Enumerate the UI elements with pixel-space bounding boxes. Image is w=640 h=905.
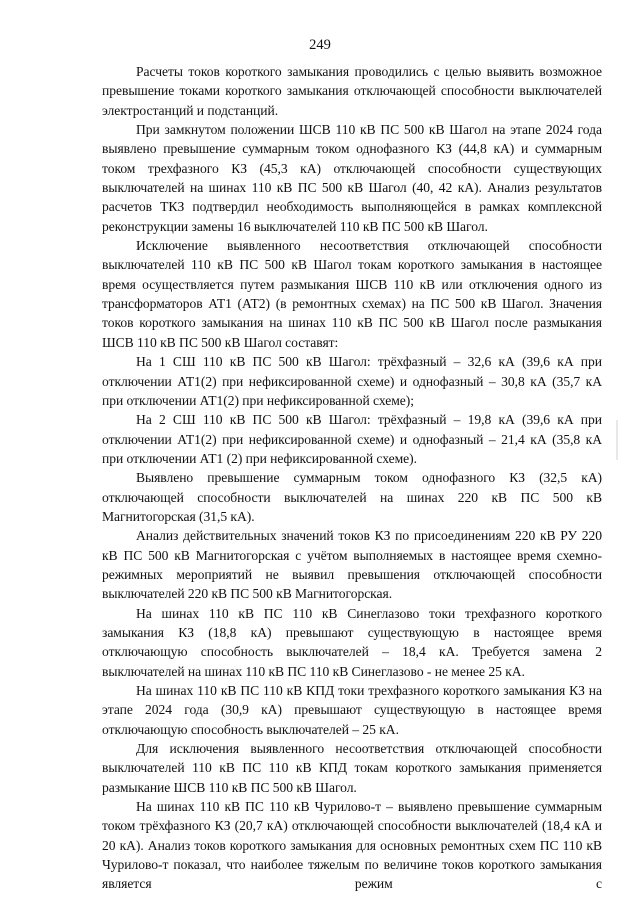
paragraph-sineglazovo: На шинах 110 кВ ПС 110 кВ Синеглазово токи трехфазного короткого замыкания КЗ (18,8 кА) превышают существующую в настоящее время отключающую способность выключателей – 18,4 кА. Требуется замена 2 выключателей на шинах 110 кВ ПС 110 кВ Синеглазово - не менее 25 кА. <box>102 605 602 679</box>
paragraph-kpd-mitigation: Для исключения выявленного несоответствия отключающей способности выключателей 110 кВ ПС 110 кВ КПД токам короткого замыкания применяется размыкание ШСВ 110 кВ ПС 500 кВ Шагол. <box>102 741 602 795</box>
paragraph-churilovo: На шинах 110 кВ ПС 110 кВ Чурилово-т – выявлено превышение суммарным током трёхфазного КЗ (20,7 кА) отключающей способности выключателей (18,4 кА и 20 кА). Анализ токов короткого замыкания для основных ремонтных схем ПС 110 кВ Чурилово-т показал, что наиболее тяжелым по величине токов короткого замыкания является режим с <box>102 799 602 892</box>
page-number: 249 <box>309 37 331 53</box>
paragraph-purpose: Расчеты токов короткого замыкания проводились с целью выявить возможное превышение токами короткого замыкания отключающей способности выключателей электростанций и подстанций. <box>102 64 602 118</box>
document-body <box>102 62 602 894</box>
paragraph-shagol-overload: При замкнутом положении ШСВ 110 кВ ПС 500 кВ Шагол на этапе 2024 года выявлено превышение суммарным током однофазного КЗ (44,8 кА) и суммарным током трехфазного КЗ (45,3 кА) отключающей способности существующих выключателей на шинах 110 кВ ПС 500 кВ Шагол (40, 42 кА). Анализ результатов расчетов ТКЗ подтвердил необходимость выполняющейся в рамках комплексной реконструкции замены 16 выключателей 110 кВ ПС 500 кВ Шагол. <box>102 122 602 234</box>
paragraph-magnitogorsk-overload: Выявлено превышение суммарным током однофазного КЗ (32,5 кА) отключающей способности выключателей на шинах 220 кВ ПС 500 кВ Магнитогорская (31,5 кА). <box>102 470 602 524</box>
paragraph-shagol-mitigation: Исключение выявленного несоответствия отключающей способности выключателей 110 кВ ПС 500 кВ Шагол токам короткого замыкания в настоящее время осуществляется путем размыкания ШСВ 110 кВ или отключения одного из трансформаторов АТ1 (АТ2) (в ремонтных схемах) на ПС 500 кВ Шагол. Значения токов короткого замыкания на шинах 110 кВ ПС 500 кВ Шагол после размыкания ШСВ 110 кВ ПС 500 кВ Шагол составят: <box>102 238 602 350</box>
paragraph-kpd-overload: На шинах 110 кВ ПС 110 кВ КПД токи трехфазного короткого замыкания КЗ на этапе 2024 года (30,9 кА) превышают существующую в настоящее время отключающую способность выключателей – 25 кА. <box>102 683 602 737</box>
paragraph-bus-1: На 1 СШ 110 кВ ПС 500 кВ Шагол: трёхфазный – 32,6 кА (39,6 кА при отключении АТ1(2) при нефиксированной схеме) и однофазный – 30,8 кА (35,7 кА при отключении АТ1(2) при нефиксированной схеме); <box>102 354 602 408</box>
scan-edge-mark <box>616 420 618 460</box>
paragraph-bus-2: На 2 СШ 110 кВ ПС 500 кВ Шагол: трёхфазный – 19,8 кА (39,6 кА при отключении АТ1(2) при нефиксированной схеме) и однофазный – 21,4 кА (35,8 кА при отключении АТ1 (2) при нефиксированной схеме). <box>102 412 602 466</box>
paragraph-magnitogorsk-analysis: Анализ действительных значений токов КЗ по присоединениям 220 кВ РУ 220 кВ ПС 500 кВ Магнитогорская с учётом выполняемых в настоящее время схемно-режимных мероприятий не выявил превышения отключающей способности выключателей 220 кВ ПС 500 кВ Магнитогорская. <box>102 528 602 602</box>
